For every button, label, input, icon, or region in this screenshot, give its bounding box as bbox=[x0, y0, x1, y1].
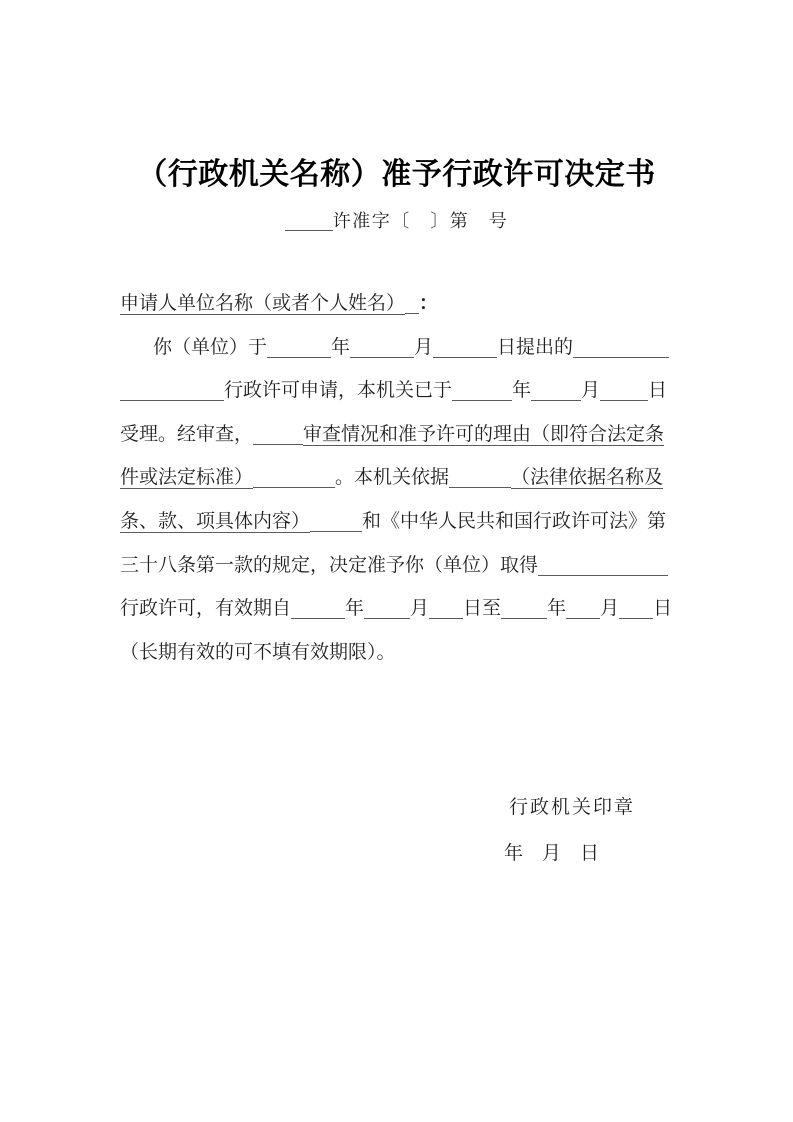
line-text: 年 bbox=[345, 598, 365, 620]
body-line-3 bbox=[120, 369, 676, 413]
day-blank-field bbox=[600, 379, 648, 401]
line-text: 月 bbox=[581, 380, 601, 402]
day-blank-field bbox=[433, 335, 497, 357]
line-text: 。本机关依据 bbox=[335, 467, 450, 489]
line-text: 年 bbox=[512, 380, 532, 402]
body-line-9 bbox=[120, 631, 676, 675]
year-blank-field bbox=[267, 335, 331, 357]
line-text: 年 bbox=[547, 598, 567, 620]
line-text: 日 bbox=[648, 380, 668, 402]
year-blank-field bbox=[501, 597, 547, 619]
seal-label: 行政机关印章 bbox=[509, 797, 636, 818]
blank-field bbox=[573, 335, 669, 357]
salutation-colon: ： bbox=[419, 293, 439, 314]
line-text: 月 bbox=[414, 336, 434, 358]
blank-field bbox=[120, 379, 224, 401]
line-text: 年 bbox=[331, 336, 351, 358]
month-blank-field bbox=[566, 597, 600, 619]
month-blank-field bbox=[350, 335, 414, 357]
line-text: 日 bbox=[653, 598, 673, 620]
day-blank-field bbox=[429, 597, 463, 619]
blank-field bbox=[253, 466, 335, 488]
signature-date: 年 月 日 bbox=[504, 843, 600, 864]
body-line-4 bbox=[120, 413, 676, 457]
month-blank-field bbox=[364, 597, 410, 619]
blank-field bbox=[449, 466, 511, 488]
body-line-6 bbox=[120, 500, 676, 544]
blank-field bbox=[253, 423, 303, 445]
line-text: 行政许可，有效期自 bbox=[120, 598, 292, 620]
line-text-underlined: 件或法定标准） bbox=[120, 467, 254, 489]
line-text: 行政许可申请，本机关已于 bbox=[224, 380, 453, 402]
line-text-underlined: 审查情况和准予许可的理由（即符合法定条 bbox=[303, 423, 665, 445]
line-text: 三十八条第一款的规定，决定准予你（单位）取得 bbox=[120, 554, 539, 576]
line-text: 日至 bbox=[463, 598, 502, 620]
day-blank-field bbox=[619, 597, 653, 619]
doc-number-label: 许准字〔 〕第 号 bbox=[332, 211, 509, 231]
blank-field bbox=[538, 553, 668, 575]
body-text bbox=[120, 282, 676, 674]
line-text-underlined: （法律依据名称及 bbox=[511, 467, 664, 489]
line-text: 和《中华人民共和国行政许可法》第 bbox=[362, 510, 667, 532]
line-text: 月 bbox=[600, 598, 620, 620]
body-line-8 bbox=[120, 587, 676, 631]
salutation-blank-field bbox=[405, 292, 419, 314]
blank-field bbox=[310, 510, 362, 532]
salutation-label: 申请人单位名称（或者个人姓名） bbox=[120, 293, 406, 314]
body-line-7 bbox=[120, 544, 676, 588]
year-blank-field bbox=[291, 597, 345, 619]
doc-number-blank-field bbox=[285, 210, 333, 231]
body-line-2 bbox=[120, 326, 676, 370]
line-text: 月 bbox=[410, 598, 430, 620]
salutation-line bbox=[120, 282, 676, 326]
line-text-underlined: 条、款、项具体内容） bbox=[120, 510, 311, 532]
line-text: 受理。经审查， bbox=[120, 423, 254, 445]
doc-number-line bbox=[0, 207, 793, 233]
line-text: 日提出的 bbox=[497, 336, 574, 358]
page-title: （行政机关名称）准予行政许可决定书 bbox=[137, 158, 656, 191]
line-text: （长期有效的可不填有效期限）。 bbox=[120, 641, 396, 663]
year-blank-field bbox=[452, 379, 512, 401]
line-text: 你（单位）于 bbox=[153, 336, 268, 358]
month-blank-field bbox=[531, 379, 581, 401]
body-line-5 bbox=[120, 456, 676, 500]
